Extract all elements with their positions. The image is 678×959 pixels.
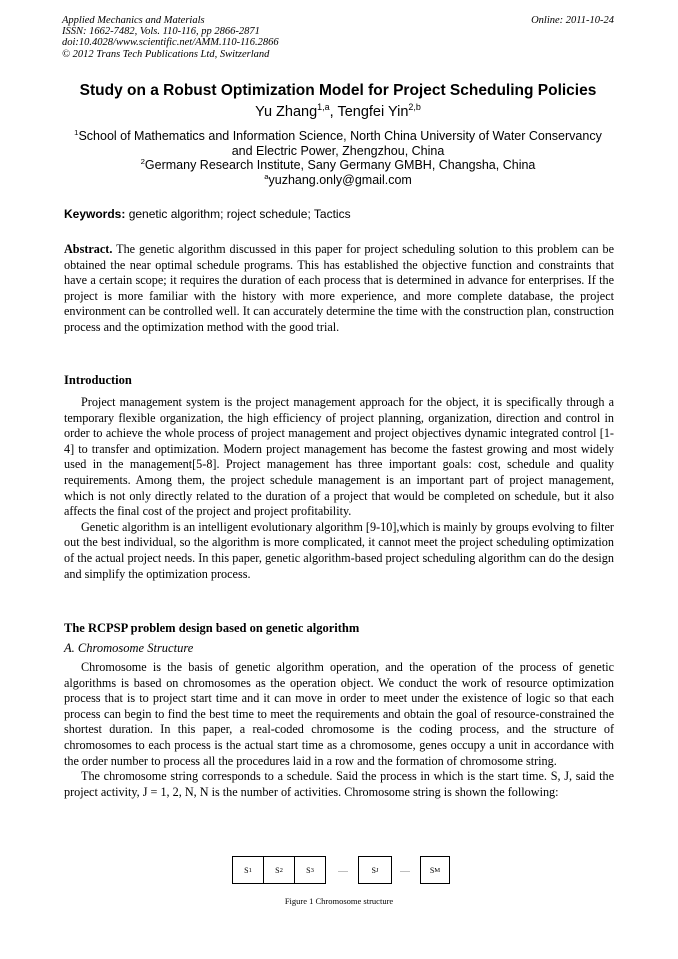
- affiliation-mark: 1: [74, 127, 79, 137]
- gene-symbol: S: [275, 865, 280, 875]
- gene-index: M: [434, 866, 441, 874]
- abstract: [64, 242, 614, 336]
- paper-title: Study on a Robust Optimization Model for Project Scheduling Policies: [79, 82, 597, 99]
- section-heading: The RCPSP problem design based on genetic algorithm: [64, 621, 360, 635]
- journal-header: [62, 15, 614, 60]
- affiliation-text: School of Mathematics and Information Science, North China University of Water Conservancy: [78, 129, 602, 143]
- doi-line: doi:10.4028/www.scientific.net/AMM.110-116.2866: [62, 37, 279, 49]
- intro-paragraph-2: Genetic algorithm is an intelligent evolutionary algorithm [9-10],which is mainly by groups evolving to filter out the best individual, so the algorithm is more complicated, it cannot meet the project scheduling optimization of the actual project needs. In this paper, genetic algorithm-based project scheduling algorithm can do the design and simplify the optimization process.: [64, 519, 614, 581]
- author-list: [62, 104, 614, 120]
- gene-cell: [263, 856, 295, 884]
- author-superscript: 1,a: [317, 102, 330, 113]
- author-name: Yu Zhang: [255, 104, 318, 120]
- figure-ellipsis: .....: [338, 865, 348, 874]
- gene-index: 2: [279, 866, 283, 874]
- online-date: Online: 2011-10-24: [531, 15, 614, 26]
- affiliations: [62, 129, 614, 188]
- gene-cell: [358, 856, 392, 884]
- email-address: yuzhang.only@gmail.com: [268, 173, 412, 188]
- gene-symbol: S: [244, 865, 249, 875]
- gene-cell: [232, 856, 264, 884]
- gene-symbol: S: [371, 865, 376, 875]
- abstract-text: The genetic algorithm discussed in this paper for project scheduling solution to this problem can be obtained the near optimal schedule programs. This has established the objective function and constraints that have a certain scope; it requires the duration of each process that is determined in advance for enterprises. If the project is more familiar with the history with more experience, and more complete database, the project environment can be controlled well. It can accurately determine the time with the construction plan, construction process and the optimization method with the good trial.: [64, 242, 615, 334]
- author-name: Tengfei Yin: [337, 104, 409, 120]
- gene-cell: [420, 856, 450, 884]
- figure-caption: Figure 1 Chromosome structure: [284, 896, 394, 906]
- subsection-heading: A. Chromosome Structure: [64, 641, 194, 655]
- affiliation-text: Germany Research Institute, Sany Germany GMBH, Changsha, China: [144, 158, 536, 173]
- gene-symbol: S: [306, 865, 311, 875]
- abstract-label: Abstract.: [64, 242, 113, 256]
- keywords-label: Keywords:: [64, 207, 126, 221]
- affiliation-2: [62, 158, 614, 173]
- intro-paragraph-1: Project management system is the project management approach for the object, it is specifically through a temporary flexible organization, the high efficiency of project planning, organization, direction and control in order to achieve the whole process of project management and project objectives dynamic integrated control [1-4] to transfer and optimization. Modern project management has become the fastest growing and most widely used in the management[5-8]. Project management has three important goals: cost, schedule and quality requirements. Among them, the project schedule management is an important part of project management, which is not only directly related to the duration of a project that would be completed on schedule, but it also affects the final cost of the project and project profitability.: [64, 395, 614, 519]
- issn-line: ISSN: 1662-7482, Vols. 110-116, pp 2866-2871: [62, 26, 260, 38]
- gene-index: 3: [310, 866, 314, 874]
- affiliation-1-cont: and Electric Power, Zhengzhou, China: [231, 143, 445, 158]
- author-email: [62, 173, 614, 188]
- keywords: [64, 207, 614, 221]
- section-paragraph-1: Chromosome is the basis of genetic algorithm operation, and the operation of the process of genetic algorithms is based on chromosomes as the operation object. We conduct the work of resource optimization process that is to project start time and it can move in order to meet under the existence of logic so that each process can begin to find the best time to meet the requirements and obtain the goal of resource-constrained the shortest duration. In this paper, a real-coded chromosome is the coding process, and the structure of chromosomes to each process is the actual start time as a chromosome, genes occupy a unit in accordance with the order number to process all the procedures laid in a row and the formation of chromosome string.: [64, 660, 614, 768]
- gene-index: J: [375, 866, 379, 874]
- introduction-body: [64, 395, 614, 582]
- email-mark: a: [264, 171, 269, 181]
- figure-ellipsis: .....: [400, 865, 410, 874]
- author-superscript: 2,b: [408, 102, 421, 113]
- affiliation-mark: 2: [140, 157, 145, 167]
- journal-name: Applied Mechanics and Materials: [62, 15, 205, 26]
- keywords-text: genetic algorithm; roject schedule; Tactics: [128, 207, 351, 221]
- gene-symbol: S: [429, 865, 435, 875]
- copyright-line: © 2012 Trans Tech Publications Ltd, Switzerland: [62, 48, 270, 60]
- affiliation-1: [62, 129, 614, 144]
- gene-index: 1: [248, 866, 252, 874]
- introduction-heading: Introduction: [64, 373, 132, 387]
- section-body: [64, 660, 614, 800]
- author-separator: ,: [329, 104, 338, 120]
- section-paragraph-2: The chromosome string corresponds to a schedule. Said the process in which is the start time. S, J, said the project activity, J = 1, 2, N, N is the number of activities. Chromosome string is shown the following:: [64, 769, 614, 799]
- gene-cell: [294, 856, 326, 884]
